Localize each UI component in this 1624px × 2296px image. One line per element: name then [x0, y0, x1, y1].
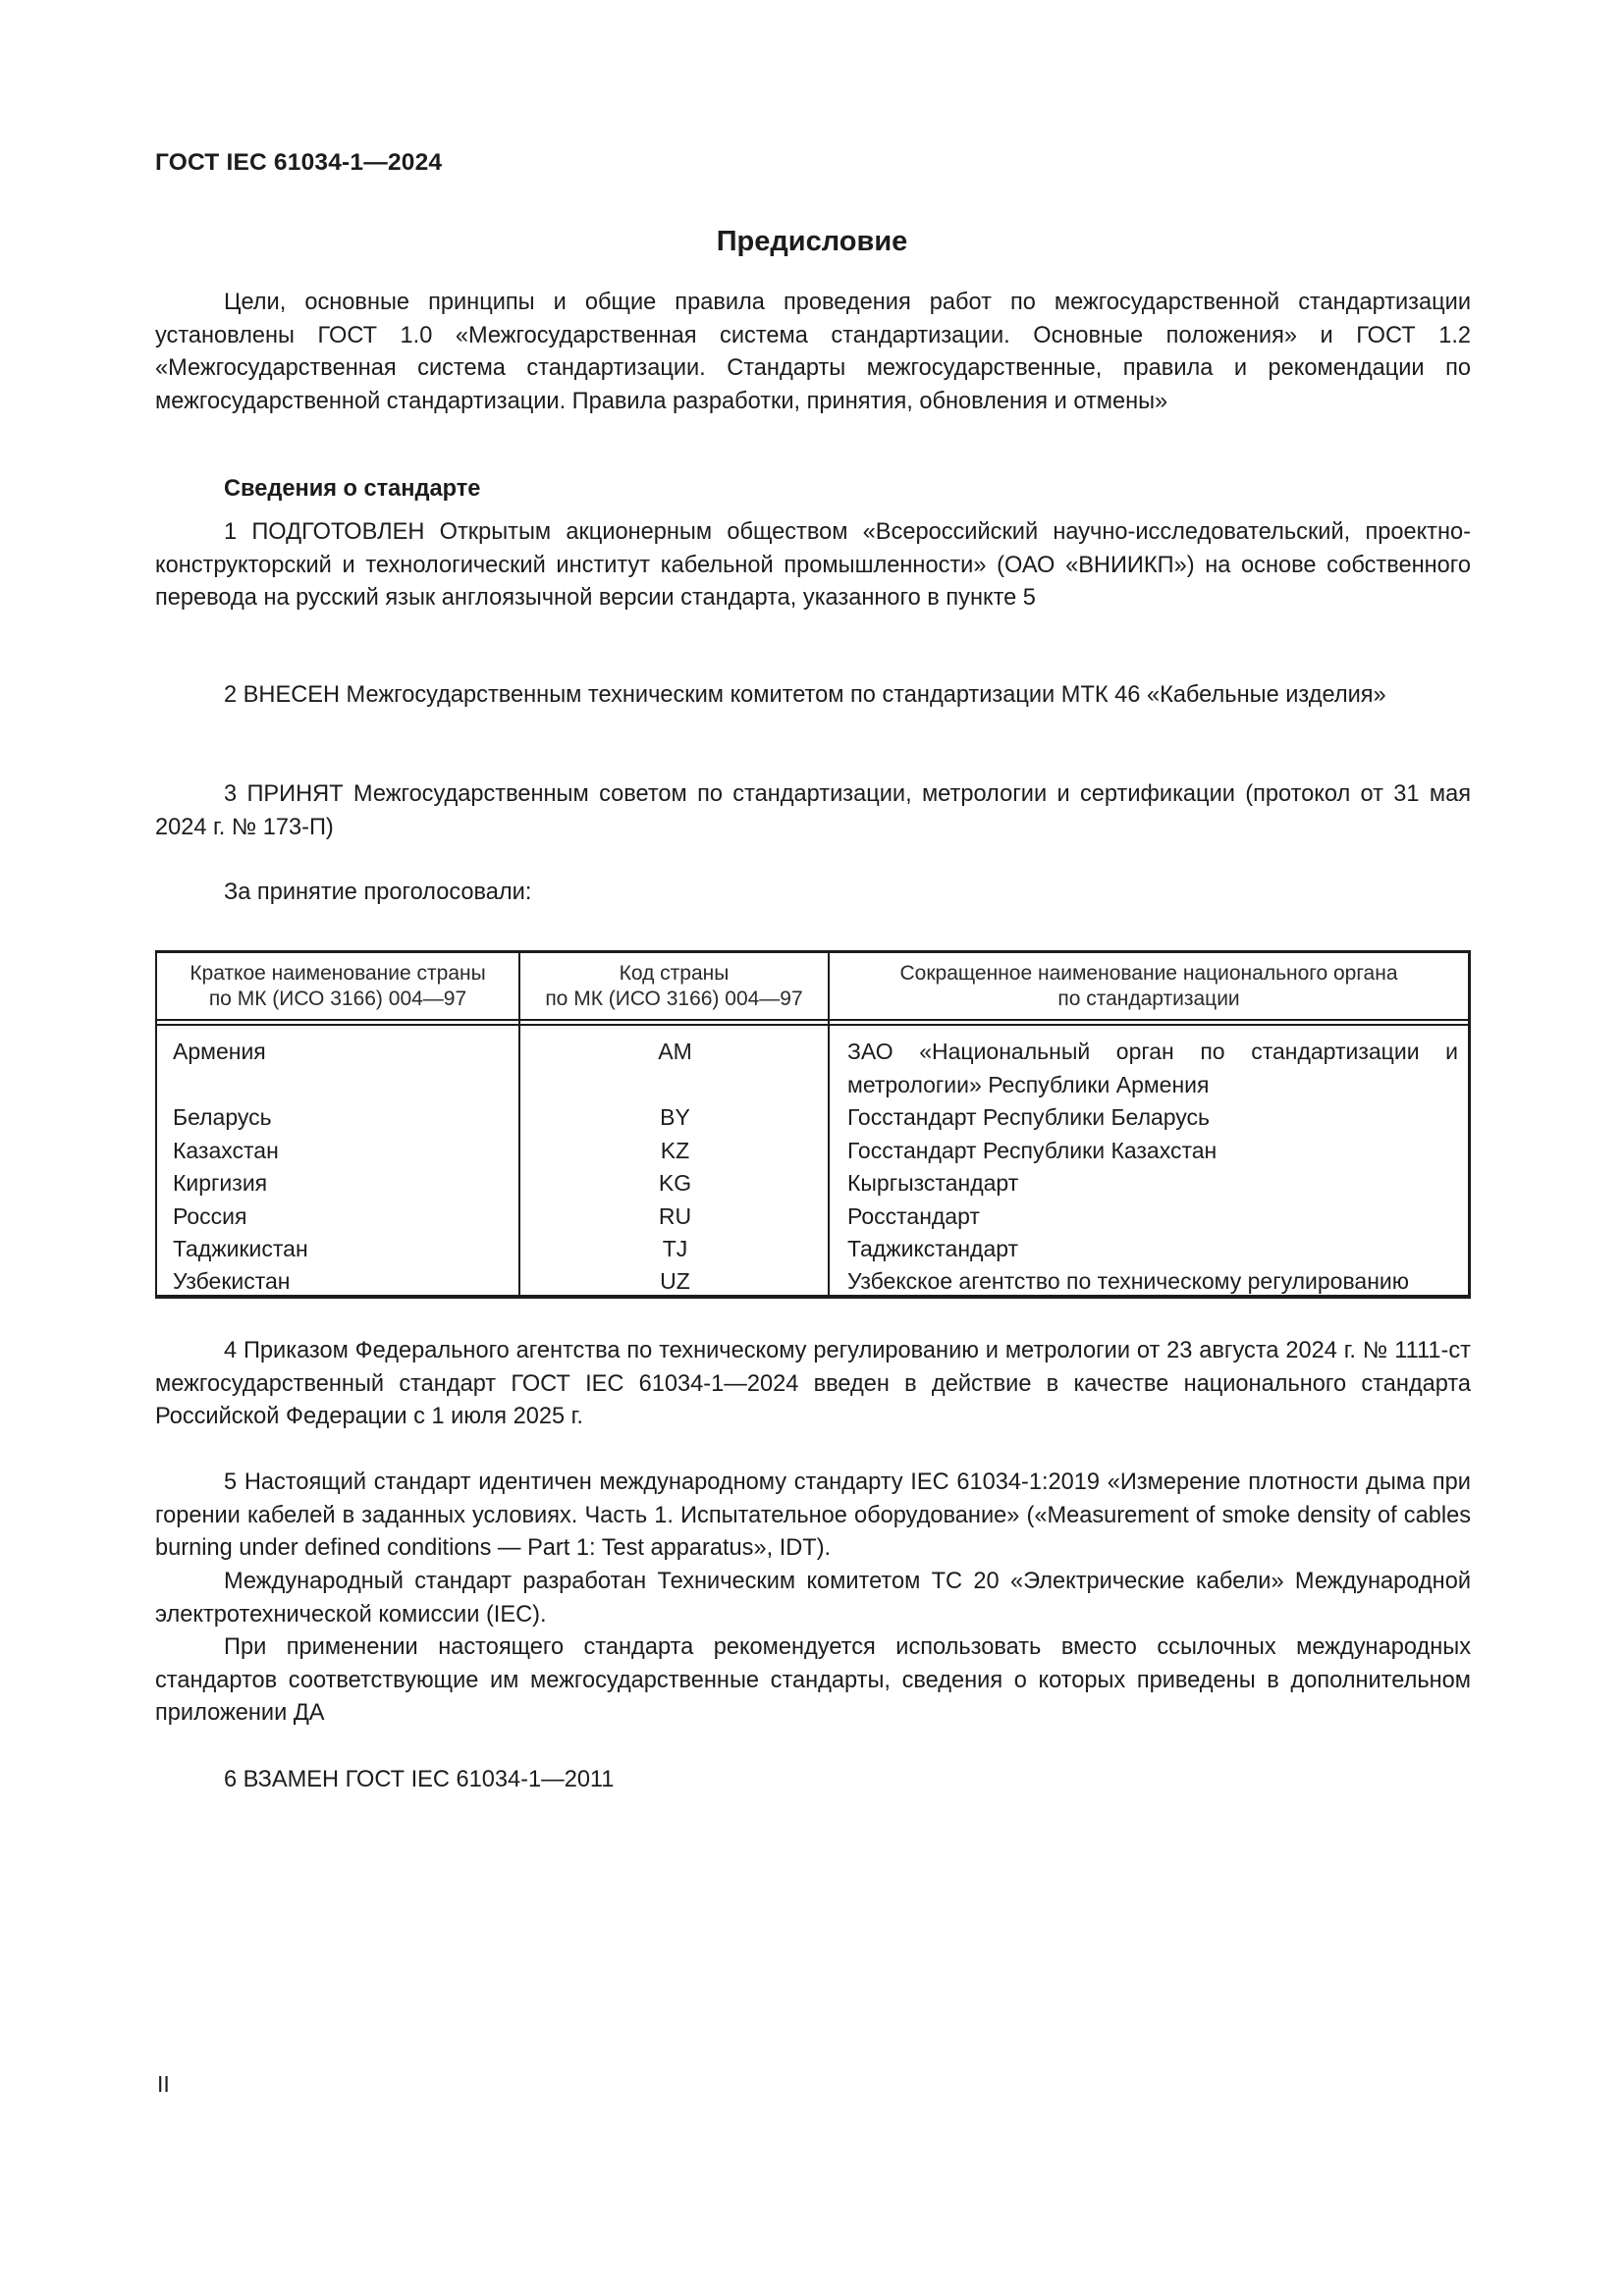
country-cell: Узбекистан	[173, 1268, 291, 1294]
header-line: Сокращенное наименование национального органа	[899, 962, 1398, 985]
country-cell: Киргизия	[173, 1170, 268, 1196]
code-cell: UZ	[660, 1268, 690, 1294]
code-cell: RU	[658, 1203, 692, 1229]
header-line: по стандартизации	[1057, 988, 1240, 1010]
country-cell: Россия	[173, 1203, 247, 1229]
code-cell: AM	[658, 1039, 692, 1064]
item-4-order: 4 Приказом Федерального агентства по техническому регулированию и метрологии от 23 августа 2024 г. № 1111-ст межгосударственный стандарт ГОСТ IEC 61034-1—2024 введен в действие в качестве национального стандарта Российской Федерации с 1 июля 2025 г.	[155, 1338, 1471, 1430]
code-cell: BY	[660, 1104, 690, 1130]
item-5-identical: 5 Настоящий стандарт идентичен международному стандарту IEC 61034-1:2019 «Измерение плотности дыма при горении кабелей в заданных условиях. Часть 1. Испытательное оборудование» («Measurement of smoke density of cables burning under defined conditions — Part 1: Test apparatus», IDT).	[155, 1469, 1471, 1562]
code-cell: KZ	[660, 1138, 690, 1163]
item-2-introduced: 2 ВНЕСЕН Межгосударственным техническим комитетом по стандартизации МТК 46 «Кабельные изделия»	[224, 682, 1386, 708]
header-divider	[157, 1019, 1468, 1021]
page-title: Предисловие	[716, 226, 908, 257]
vote-table	[155, 950, 1471, 1299]
country-cell: Таджикистан	[173, 1236, 308, 1261]
document-id-header: ГОСТ IEC 61034-1—2024	[155, 149, 443, 176]
vote-intro: За принятие проголосовали:	[224, 880, 532, 905]
country-cell: Армения	[173, 1039, 266, 1064]
header-line: по МК (ИСО 3166) 004—97	[208, 988, 467, 1010]
body-cell: Узбекское агентство по техническому регулированию	[847, 1268, 1410, 1294]
table-header-body	[830, 961, 1468, 1012]
page-number: II	[157, 2071, 170, 2097]
item-3-adopted: 3 ПРИНЯТ Межгосударственным советом по стандартизации, метрологии и сертификации (протокол от 31 мая 2024 г. № 173-П)	[155, 781, 1471, 840]
body-cell: Росстандарт	[847, 1203, 980, 1229]
header-line: Код страны	[619, 962, 730, 985]
header-line: по МК (ИСО 3166) 004—97	[545, 988, 803, 1010]
item-5-note-committee: Международный стандарт разработан Техническим комитетом ТС 20 «Электрические кабели» Международной электротехнической комиссии (IEC).	[155, 1569, 1471, 1628]
table-header-country	[157, 961, 518, 1012]
body-cell: Таджикстандарт	[847, 1236, 1019, 1261]
intro-paragraph: Цели, основные принципы и общие правила проведения работ по межгосударственной стандартизации установлены ГОСТ 1.0 «Межгосударственная система стандартизации. Основные положения» и ГОСТ 1.2 «Межгосударственная система стандартизации. Стандарты межгосударственные, правила и рекомендации по межгосударственной стандартизации. Правила разработки, принятия, обновления и отмены»	[155, 290, 1471, 414]
country-cell: Казахстан	[173, 1138, 279, 1163]
item-1-prepared: 1 ПОДГОТОВЛЕН Открытым акционерным обществом «Всероссийский научно-исследовательский, проектно-конструкторский и технологический институт кабельной промышленности» (ОАО «ВНИИКП») на основе собственного перевода на русский язык англоязычной версии стандарта, указанного в пункте 5	[155, 519, 1471, 612]
code-cell: TJ	[662, 1236, 688, 1261]
item-5-note-references: При применении настоящего стандарта рекомендуется использовать вместо ссылочных международных стандартов соответствующие им межгосударственные стандарты, сведения о которых приведены в дополнительном приложении ДА	[155, 1634, 1471, 1727]
header-divider	[157, 1024, 1468, 1026]
body-cell: Госстандарт Республики Казахстан	[847, 1138, 1218, 1163]
body-cell: ЗАО «Национальный орган по стандартизации и метрологии» Республики Армения	[847, 1039, 1458, 1097]
item-6-replaces: 6 ВЗАМЕН ГОСТ IEC 61034-1—2011	[224, 1767, 615, 1792]
body-cell: Кыргызстандарт	[847, 1170, 1019, 1196]
header-line: Краткое наименование страны	[189, 962, 486, 985]
code-cell: KG	[658, 1170, 692, 1196]
section-heading: Сведения о стандарте	[224, 476, 481, 502]
country-cell: Беларусь	[173, 1104, 272, 1130]
table-header-code	[520, 961, 828, 1012]
body-cell: Госстандарт Республики Беларусь	[847, 1104, 1211, 1130]
